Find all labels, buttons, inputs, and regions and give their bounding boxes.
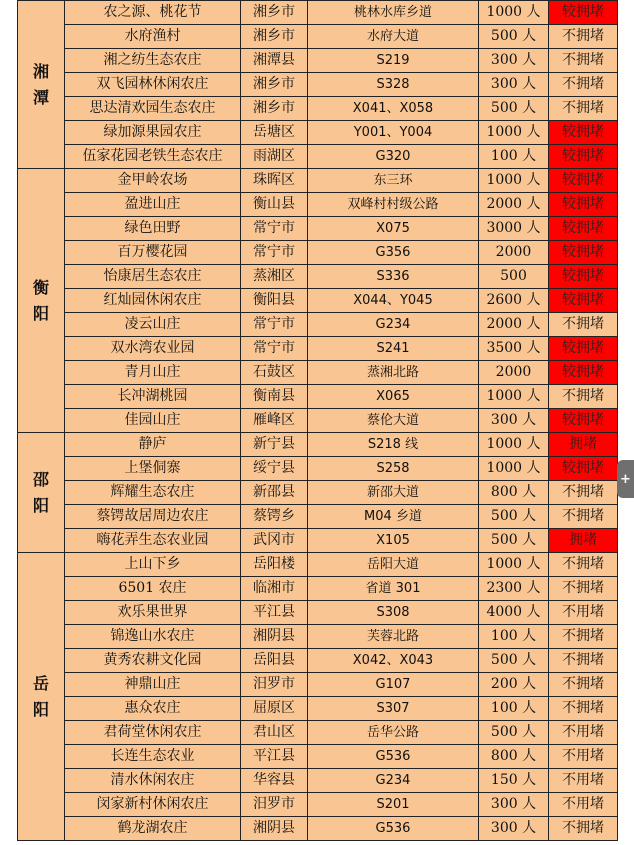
table-row — [18, 817, 618, 841]
visitor-count-cell: 1000 人 — [479, 385, 549, 409]
farm-name-cell: 上山下乡 — [65, 553, 241, 577]
table-row — [18, 49, 618, 73]
traffic-status-cell: 不用堵 — [549, 721, 618, 745]
area-cell: 临湘市 — [241, 577, 308, 601]
visitor-count-cell: 300 人 — [479, 409, 549, 433]
traffic-status-cell: 不用堵 — [549, 769, 618, 793]
table-row — [18, 97, 618, 121]
table-row — [18, 409, 618, 433]
farm-name-cell: 君荷堂休闲农庄 — [65, 721, 241, 745]
traffic-status-cell: 较拥堵 — [549, 409, 618, 433]
area-cell: 常宁市 — [241, 337, 308, 361]
traffic-status-cell: 不拥堵 — [549, 697, 618, 721]
visitor-count-cell: 3000 人 — [479, 217, 549, 241]
visitor-count-cell: 2600 人 — [479, 289, 549, 313]
area-cell: 湘乡市 — [241, 97, 308, 121]
area-cell: 雁峰区 — [241, 409, 308, 433]
traffic-status-cell: 较拥堵 — [549, 145, 618, 169]
visitor-count-cell: 300 人 — [479, 49, 549, 73]
table-row — [18, 121, 618, 145]
area-cell: 华容县 — [241, 769, 308, 793]
traffic-status-cell: 不拥堵 — [549, 673, 618, 697]
visitor-count-cell: 200 人 — [479, 673, 549, 697]
area-cell: 新宁县 — [241, 433, 308, 457]
visitor-count-cell: 500 人 — [479, 529, 549, 553]
farm-traffic-table — [17, 0, 618, 841]
road-cell: 新邵大道 — [308, 481, 479, 505]
visitor-count-cell: 300 人 — [479, 73, 549, 97]
visitor-count-cell: 1000 人 — [479, 121, 549, 145]
road-cell: G234 — [308, 769, 479, 793]
visitor-count-cell: 300 人 — [479, 793, 549, 817]
traffic-status-cell: 不拥堵 — [549, 553, 618, 577]
table-row — [18, 25, 618, 49]
farm-name-cell: 惠众农庄 — [65, 697, 241, 721]
traffic-status-cell: 较拥堵 — [549, 1, 618, 25]
table-row — [18, 385, 618, 409]
area-cell: 君山区 — [241, 721, 308, 745]
table-row — [18, 457, 618, 481]
farm-name-cell: 绿加源果园农庄 — [65, 121, 241, 145]
region-cell — [18, 553, 65, 841]
road-cell: 水府大道 — [308, 25, 479, 49]
road-cell: X041、X058 — [308, 97, 479, 121]
farm-name-cell: 辉耀生态农庄 — [65, 481, 241, 505]
traffic-status-cell: 较拥堵 — [549, 193, 618, 217]
farm-name-cell: 上堡侗寨 — [65, 457, 241, 481]
traffic-status-cell: 不拥堵 — [549, 25, 618, 49]
area-cell: 汨罗市 — [241, 793, 308, 817]
farm-name-cell: 水府渔村 — [65, 25, 241, 49]
road-cell: X044、Y045 — [308, 289, 479, 313]
visitor-count-cell: 1000 人 — [479, 433, 549, 457]
road-cell: 岳华公路 — [308, 721, 479, 745]
road-cell: 岳阳大道 — [308, 553, 479, 577]
area-cell: 石鼓区 — [241, 361, 308, 385]
road-cell: S258 — [308, 457, 479, 481]
visitor-count-cell: 500 — [479, 265, 549, 289]
visitor-count-cell: 100 人 — [479, 625, 549, 649]
visitor-count-cell: 500 人 — [479, 649, 549, 673]
road-cell: G536 — [308, 817, 479, 841]
table-row — [18, 73, 618, 97]
table-row — [18, 745, 618, 769]
traffic-status-cell: 不拥堵 — [549, 817, 618, 841]
farm-name-cell: 青月山庄 — [65, 361, 241, 385]
table-row — [18, 601, 618, 625]
traffic-status-cell: 不拥堵 — [549, 649, 618, 673]
road-cell: S241 — [308, 337, 479, 361]
table-row — [18, 553, 618, 577]
road-cell: 蒸湘北路 — [308, 361, 479, 385]
road-cell: G234 — [308, 313, 479, 337]
road-cell: S218 线 — [308, 433, 479, 457]
table-row — [18, 625, 618, 649]
visitor-count-cell: 100 人 — [479, 145, 549, 169]
visitor-count-cell: 1000 人 — [479, 553, 549, 577]
traffic-status-cell: 不拥堵 — [549, 385, 618, 409]
area-cell: 蒸湘区 — [241, 265, 308, 289]
table-row — [18, 529, 618, 553]
area-cell: 珠晖区 — [241, 169, 308, 193]
road-cell: S336 — [308, 265, 479, 289]
table-row — [18, 313, 618, 337]
farm-name-cell: 神鼎山庄 — [65, 673, 241, 697]
visitor-count-cell: 800 人 — [479, 745, 549, 769]
traffic-status-cell: 不拥堵 — [549, 577, 618, 601]
traffic-status-cell: 不拥堵 — [549, 481, 618, 505]
visitor-count-cell: 1000 人 — [479, 169, 549, 193]
area-cell: 武冈市 — [241, 529, 308, 553]
traffic-status-cell: 不用堵 — [549, 745, 618, 769]
visitor-count-cell: 2000 — [479, 241, 549, 265]
table-row — [18, 673, 618, 697]
farm-name-cell: 长冲湖桃园 — [65, 385, 241, 409]
farm-name-cell: 红灿园休闲农庄 — [65, 289, 241, 313]
farm-name-cell: 蔡锷故居周边农庄 — [65, 505, 241, 529]
road-cell: G107 — [308, 673, 479, 697]
farm-name-cell: 静庐 — [65, 433, 241, 457]
traffic-status-cell: 较拥堵 — [549, 241, 618, 265]
table-row — [18, 721, 618, 745]
farm-name-cell: 怡康居生态农庄 — [65, 265, 241, 289]
visitor-count-cell: 300 人 — [479, 817, 549, 841]
farm-name-cell: 佳园山庄 — [65, 409, 241, 433]
table-row — [18, 577, 618, 601]
road-cell: 东三环 — [308, 169, 479, 193]
visitor-count-cell: 150 人 — [479, 769, 549, 793]
area-cell: 平江县 — [241, 745, 308, 769]
area-cell: 汨罗市 — [241, 673, 308, 697]
traffic-status-cell: 不拥堵 — [549, 625, 618, 649]
farm-name-cell: 长连生态农业 — [65, 745, 241, 769]
visitor-count-cell: 500 人 — [479, 505, 549, 529]
table-row — [18, 697, 618, 721]
road-cell: M04 乡道 — [308, 505, 479, 529]
road-cell: S201 — [308, 793, 479, 817]
farm-name-cell: 双飞园林休闲农庄 — [65, 73, 241, 97]
visitor-count-cell: 800 人 — [479, 481, 549, 505]
traffic-status-cell: 较拥堵 — [549, 361, 618, 385]
traffic-status-cell: 较拥堵 — [549, 169, 618, 193]
road-cell: S219 — [308, 49, 479, 73]
region-cell — [18, 169, 65, 433]
farm-name-cell: 绿色田野 — [65, 217, 241, 241]
region-cell — [18, 1, 65, 169]
table-row — [18, 1, 618, 25]
road-cell: S307 — [308, 697, 479, 721]
road-cell: X065 — [308, 385, 479, 409]
area-cell: 湘潭县 — [241, 49, 308, 73]
table-row — [18, 793, 618, 817]
table-row — [18, 649, 618, 673]
region-label: 岳阳 — [33, 673, 50, 719]
area-cell: 岳阳县 — [241, 649, 308, 673]
table-row — [18, 337, 618, 361]
farm-name-cell: 农之源、桃花节 — [65, 1, 241, 25]
visitor-count-cell: 500 人 — [479, 721, 549, 745]
area-cell: 常宁市 — [241, 241, 308, 265]
visitor-count-cell: 500 人 — [479, 97, 549, 121]
farm-name-cell: 嗨花弄生态农业园 — [65, 529, 241, 553]
table-body — [18, 1, 618, 841]
table-row — [18, 241, 618, 265]
area-cell: 岳塘区 — [241, 121, 308, 145]
farm-name-cell: 清水休闲农庄 — [65, 769, 241, 793]
road-cell: 芙蓉北路 — [308, 625, 479, 649]
road-cell: S308 — [308, 601, 479, 625]
road-cell: G356 — [308, 241, 479, 265]
farm-name-cell: 鹤龙湖农庄 — [65, 817, 241, 841]
area-cell: 常宁市 — [241, 313, 308, 337]
traffic-status-cell: 不用堵 — [549, 793, 618, 817]
traffic-status-cell: 较拥堵 — [549, 289, 618, 313]
road-cell: 蔡伦大道 — [308, 409, 479, 433]
traffic-status-cell: 不拥堵 — [549, 505, 618, 529]
farm-name-cell: 双水湾农业园 — [65, 337, 241, 361]
table-row — [18, 265, 618, 289]
table-row — [18, 481, 618, 505]
road-cell: 双峰村村级公路 — [308, 193, 479, 217]
table-row — [18, 769, 618, 793]
road-cell: X105 — [308, 529, 479, 553]
area-cell: 湘阴县 — [241, 625, 308, 649]
table-row — [18, 433, 618, 457]
traffic-status-cell: 不拥堵 — [549, 49, 618, 73]
visitor-count-cell: 3500 人 — [479, 337, 549, 361]
traffic-status-cell: 较拥堵 — [549, 337, 618, 361]
area-cell: 绥宁县 — [241, 457, 308, 481]
table-row — [18, 361, 618, 385]
region-label: 邵阳 — [33, 469, 50, 515]
road-cell: 桃林水库乡道 — [308, 1, 479, 25]
visitor-count-cell: 4000 人 — [479, 601, 549, 625]
traffic-status-cell: 较拥堵 — [549, 265, 618, 289]
area-cell: 衡南县 — [241, 385, 308, 409]
region-cell — [18, 433, 65, 553]
farm-name-cell: 黄秀农耕文化园 — [65, 649, 241, 673]
area-cell: 新邵县 — [241, 481, 308, 505]
visitor-count-cell: 100 人 — [479, 697, 549, 721]
visitor-count-cell: 2000 人 — [479, 313, 549, 337]
plus-icon: + — [620, 471, 631, 487]
area-cell: 常宁市 — [241, 217, 308, 241]
farm-name-cell: 盈进山庄 — [65, 193, 241, 217]
farm-name-cell: 湘之纺生态农庄 — [65, 49, 241, 73]
farm-name-cell: 金甲岭农场 — [65, 169, 241, 193]
area-cell: 屈原区 — [241, 697, 308, 721]
traffic-status-cell: 不拥堵 — [549, 313, 618, 337]
road-cell: X042、X043 — [308, 649, 479, 673]
area-cell: 雨湖区 — [241, 145, 308, 169]
area-cell: 衡阳县 — [241, 289, 308, 313]
visitor-count-cell: 2000 人 — [479, 193, 549, 217]
visitor-count-cell: 1000 人 — [479, 457, 549, 481]
farm-name-cell: 锦逸山水农庄 — [65, 625, 241, 649]
road-cell: X075 — [308, 217, 479, 241]
visitor-count-cell: 2300 人 — [479, 577, 549, 601]
region-label: 湘潭 — [33, 61, 50, 107]
table-row — [18, 505, 618, 529]
area-cell: 平江县 — [241, 601, 308, 625]
traffic-status-cell: 拥堵 — [549, 529, 618, 553]
farm-name-cell: 欢乐果世界 — [65, 601, 241, 625]
farm-name-cell: 思达清欢园生态农庄 — [65, 97, 241, 121]
traffic-status-cell: 不拥堵 — [549, 73, 618, 97]
table-row — [18, 217, 618, 241]
farm-name-cell: 凌云山庄 — [65, 313, 241, 337]
traffic-status-cell: 较拥堵 — [549, 457, 618, 481]
farm-name-cell: 闵家新村休闲农庄 — [65, 793, 241, 817]
traffic-status-cell: 较拥堵 — [549, 217, 618, 241]
traffic-status-cell: 较拥堵 — [549, 121, 618, 145]
traffic-status-cell: 不用堵 — [549, 601, 618, 625]
area-cell: 湘乡市 — [241, 73, 308, 97]
area-cell: 湘乡市 — [241, 1, 308, 25]
expand-side-tab[interactable] — [617, 460, 634, 498]
farm-name-cell: 伍家花园老铁生态农庄 — [65, 145, 241, 169]
region-label: 衡阳 — [33, 277, 50, 323]
table-row — [18, 169, 618, 193]
area-cell: 岳阳楼 — [241, 553, 308, 577]
area-cell: 衡山县 — [241, 193, 308, 217]
road-cell: S328 — [308, 73, 479, 97]
visitor-count-cell: 1000 人 — [479, 1, 549, 25]
table-row — [18, 145, 618, 169]
area-cell: 蔡锷乡 — [241, 505, 308, 529]
road-cell: G320 — [308, 145, 479, 169]
traffic-status-cell: 不拥堵 — [549, 97, 618, 121]
farm-name-cell: 6501 农庄 — [65, 577, 241, 601]
table-row — [18, 289, 618, 313]
traffic-status-cell: 拥堵 — [549, 433, 618, 457]
road-cell: Y001、Y004 — [308, 121, 479, 145]
visitor-count-cell: 500 人 — [479, 25, 549, 49]
road-cell: 省道 301 — [308, 577, 479, 601]
table-row — [18, 193, 618, 217]
road-cell: G536 — [308, 745, 479, 769]
area-cell: 湘乡市 — [241, 25, 308, 49]
farm-name-cell: 百万樱花园 — [65, 241, 241, 265]
area-cell: 湘阴县 — [241, 817, 308, 841]
visitor-count-cell: 2000 — [479, 361, 549, 385]
